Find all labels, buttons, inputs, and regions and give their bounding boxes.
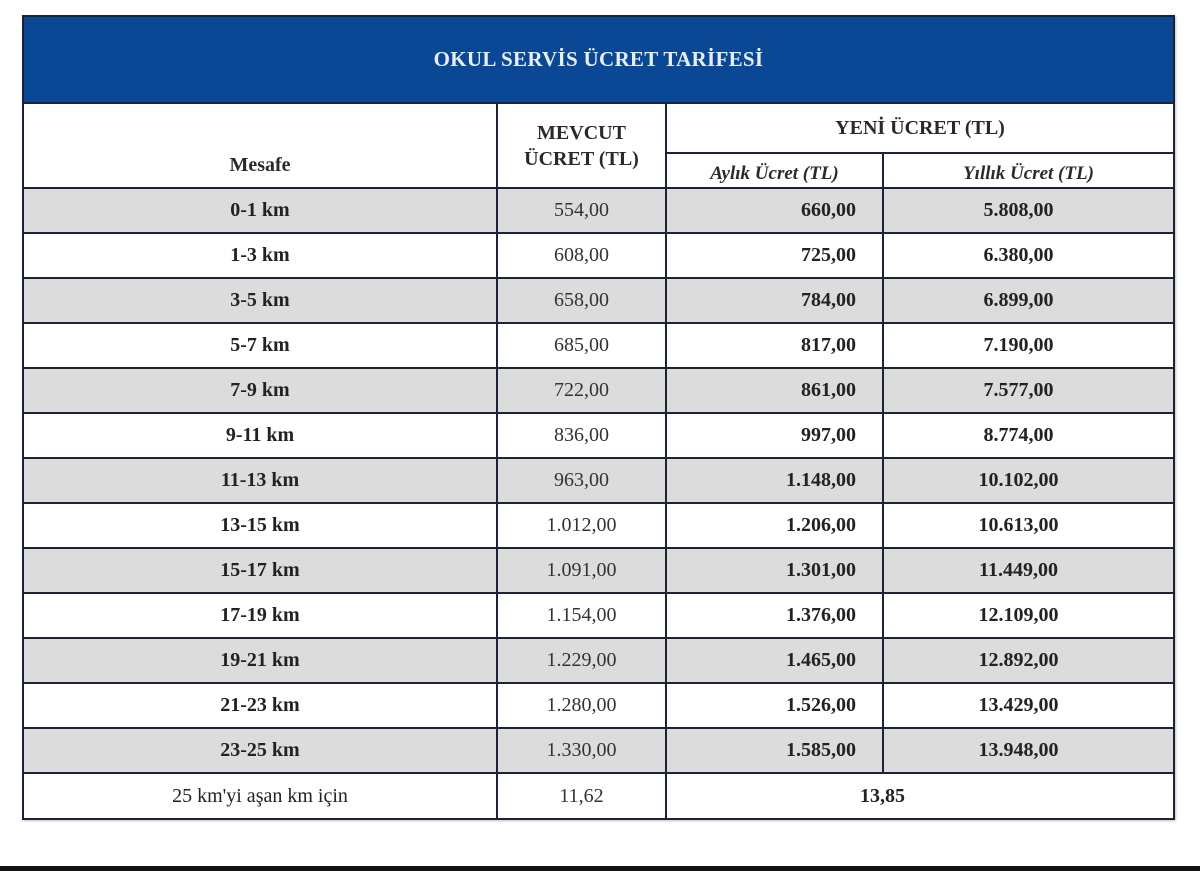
cell-current-fee: 554,00 (497, 188, 666, 233)
cell-yearly-fee: 13.429,00 (883, 683, 1173, 728)
cell-distance: 0-1 km (24, 188, 497, 233)
cell-distance: 21-23 km (24, 683, 497, 728)
cell-current-fee: 1.154,00 (497, 593, 666, 638)
cell-yearly-fee: 11.449,00 (883, 548, 1173, 593)
table-row (24, 368, 1173, 413)
cell-yearly-fee: 13.948,00 (883, 728, 1173, 773)
cell-monthly-fee: 660,00 (666, 188, 883, 233)
table-row (24, 728, 1173, 773)
cell-distance: 3-5 km (24, 278, 497, 323)
cell-yearly-fee: 12.892,00 (883, 638, 1173, 683)
cell-current-fee: 836,00 (497, 413, 666, 458)
cell-yearly-fee: 6.899,00 (883, 278, 1173, 323)
cell-monthly-fee: 1.301,00 (666, 548, 883, 593)
header-current-line2: ÜCRET (TL) (524, 147, 639, 170)
cell-monthly-fee: 817,00 (666, 323, 883, 368)
table-row (24, 548, 1173, 593)
cell-current-fee: 722,00 (497, 368, 666, 413)
cell-monthly-fee: 1.585,00 (666, 728, 883, 773)
table-row (24, 188, 1173, 233)
cell-monthly-fee: 1.376,00 (666, 593, 883, 638)
table-row (24, 683, 1173, 728)
fare-tariff-table (24, 104, 1173, 818)
cell-distance: 5-7 km (24, 323, 497, 368)
cell-current-fee: 685,00 (497, 323, 666, 368)
table-row (24, 278, 1173, 323)
footer-label: 25 km'yi aşan km için (24, 773, 497, 818)
header-distance: Mesafe (24, 104, 497, 188)
cell-current-fee: 658,00 (497, 278, 666, 323)
cell-current-fee: 1.229,00 (497, 638, 666, 683)
cell-distance: 7-9 km (24, 368, 497, 413)
cell-distance: 19-21 km (24, 638, 497, 683)
cell-current-fee: 608,00 (497, 233, 666, 278)
cell-monthly-fee: 725,00 (666, 233, 883, 278)
cell-yearly-fee: 8.774,00 (883, 413, 1173, 458)
cell-distance: 11-13 km (24, 458, 497, 503)
cell-monthly-fee: 1.148,00 (666, 458, 883, 503)
bottom-divider (0, 866, 1200, 871)
cell-current-fee: 1.091,00 (497, 548, 666, 593)
cell-yearly-fee: 10.613,00 (883, 503, 1173, 548)
footer-new-fee: 13,85 (666, 773, 1173, 818)
header-current-fee (497, 104, 666, 188)
cell-yearly-fee: 12.109,00 (883, 593, 1173, 638)
cell-current-fee: 1.280,00 (497, 683, 666, 728)
cell-distance: 23-25 km (24, 728, 497, 773)
header-yearly-fee: Yıllık Ücret (TL) (883, 153, 1173, 188)
table-row (24, 323, 1173, 368)
cell-distance: 1-3 km (24, 233, 497, 278)
cell-distance: 17-19 km (24, 593, 497, 638)
cell-monthly-fee: 861,00 (666, 368, 883, 413)
cell-monthly-fee: 1.526,00 (666, 683, 883, 728)
cell-distance: 9-11 km (24, 413, 497, 458)
header-monthly-fee: Aylık Ücret (TL) (666, 153, 883, 188)
cell-distance: 15-17 km (24, 548, 497, 593)
footer-current-fee: 11,62 (497, 773, 666, 818)
cell-distance: 13-15 km (24, 503, 497, 548)
header-current-line1: MEVCUT (537, 121, 626, 144)
cell-monthly-fee: 997,00 (666, 413, 883, 458)
fare-tariff-table-container (22, 15, 1175, 820)
cell-current-fee: 1.330,00 (497, 728, 666, 773)
cell-current-fee: 1.012,00 (497, 503, 666, 548)
cell-yearly-fee: 6.380,00 (883, 233, 1173, 278)
table-footer-row (24, 773, 1173, 818)
cell-monthly-fee: 784,00 (666, 278, 883, 323)
table-row (24, 458, 1173, 503)
table-title: OKUL SERVİS ÜCRET TARİFESİ (433, 47, 764, 71)
cell-yearly-fee: 10.102,00 (883, 458, 1173, 503)
table-title-band (24, 17, 1173, 104)
cell-monthly-fee: 1.465,00 (666, 638, 883, 683)
cell-current-fee: 963,00 (497, 458, 666, 503)
header-new-fee-group: YENİ ÜCRET (TL) (666, 104, 1173, 153)
table-row (24, 233, 1173, 278)
table-row (24, 638, 1173, 683)
cell-monthly-fee: 1.206,00 (666, 503, 883, 548)
table-row (24, 503, 1173, 548)
cell-yearly-fee: 7.190,00 (883, 323, 1173, 368)
table-row (24, 593, 1173, 638)
cell-yearly-fee: 7.577,00 (883, 368, 1173, 413)
table-row (24, 413, 1173, 458)
cell-yearly-fee: 5.808,00 (883, 188, 1173, 233)
